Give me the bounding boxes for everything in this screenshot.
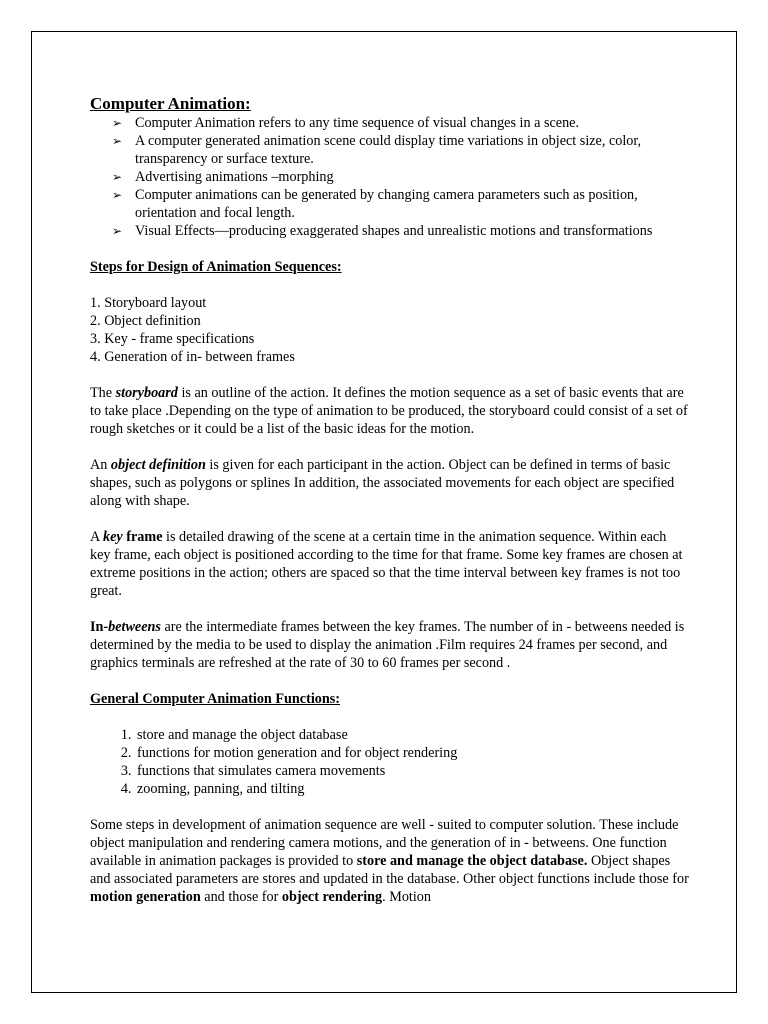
object-definition-paragraph: An object definition is given for each participant in the action. Object can be defined in terms of basic shapes, such as polygons or splines In addition, the associated movements for each object are specified along with shape.: [90, 457, 675, 509]
key-term: key: [103, 529, 123, 545]
storyboard-paragraph: The storyboard is an outline of the action. It defines the motion sequence as a set of basic events that are to take place .Depending on the type of animation to be produced, the storyboard could consist of a set of rough sketches or it could be a list of the basic ideas for the motion.: [90, 385, 688, 437]
in-term: In-: [90, 619, 109, 635]
list-item: ➢ A computer generated animation scene could display time variations in object size, color, transparency or surface texture.: [135, 132, 690, 168]
list-item: 4. Generation of in- between frames: [90, 349, 295, 365]
list-item: 2. functions for motion generation and for object rendering: [135, 744, 690, 762]
object-definition-term: object definition: [110, 457, 206, 473]
list-item: ➢ Visual Effects—producing exaggerated shapes and unrealistic motions and transformations: [135, 222, 690, 240]
list-item: 1. Storyboard layout: [90, 295, 207, 311]
list-item: ➢ Computer animations can be generated by changing camera parameters such as position, orientation and focal length.: [135, 186, 690, 222]
frame-term: frame: [122, 529, 163, 545]
motion-generation-term: motion generation: [90, 889, 201, 905]
functions-heading: General Computer Animation Functions:: [90, 691, 340, 707]
list-item: 3. functions that simulates camera movements: [135, 762, 690, 780]
store-manage-term: store and manage the object database.: [356, 853, 588, 869]
storyboard-term: storyboard: [115, 385, 178, 401]
steps-heading: Steps for Design of Animation Sequences:: [90, 259, 342, 275]
list-item: 2. Object definition: [90, 313, 201, 329]
document-body: [90, 94, 690, 906]
intro-bullet-list: [90, 114, 690, 240]
betweens-term: betweens: [108, 619, 161, 635]
list-item: ➢ Computer Animation refers to any time sequence of visual changes in a scene.: [135, 114, 690, 132]
steps-list: [90, 294, 690, 366]
key-frame-paragraph: A key frame is detailed drawing of the scene at a certain time in the animation sequence. Within each key frame, each object is positioned according to the time for that frame. Some key frames are chosen at extreme positions in the action; others are spaced so that the time interval between key frames is not too great.: [90, 529, 683, 599]
closing-paragraph: Some steps in development of animation sequence are well - suited to computer solution. These include object manipulation and rendering camera motions, and the generation of in - betweens. One function available in animation packages is provided to store and manage the object database. Object shapes and associated parameters are stores and updated in the database. Other object functions include those for motion generation and those for object rendering. Motion: [90, 817, 689, 905]
in-betweens-paragraph: In-betweens are the intermediate frames between the key frames. The number of in - betweens needed is determined by the media to be used to display the animation .Film requires 24 frames per second, and graphics terminals are refreshed at the rate of 30 to 60 frames per second .: [90, 619, 685, 671]
list-item: 1. store and manage the object database: [135, 726, 690, 744]
list-item: 4. zooming, panning, and tilting: [135, 780, 690, 798]
list-item: ➢ Advertising animations –morphing: [135, 168, 690, 186]
list-item: 3. Key - frame specifications: [90, 331, 255, 347]
page-title: Computer Animation:: [90, 94, 251, 113]
functions-list: [90, 726, 690, 798]
object-rendering-term: object rendering: [281, 889, 383, 905]
